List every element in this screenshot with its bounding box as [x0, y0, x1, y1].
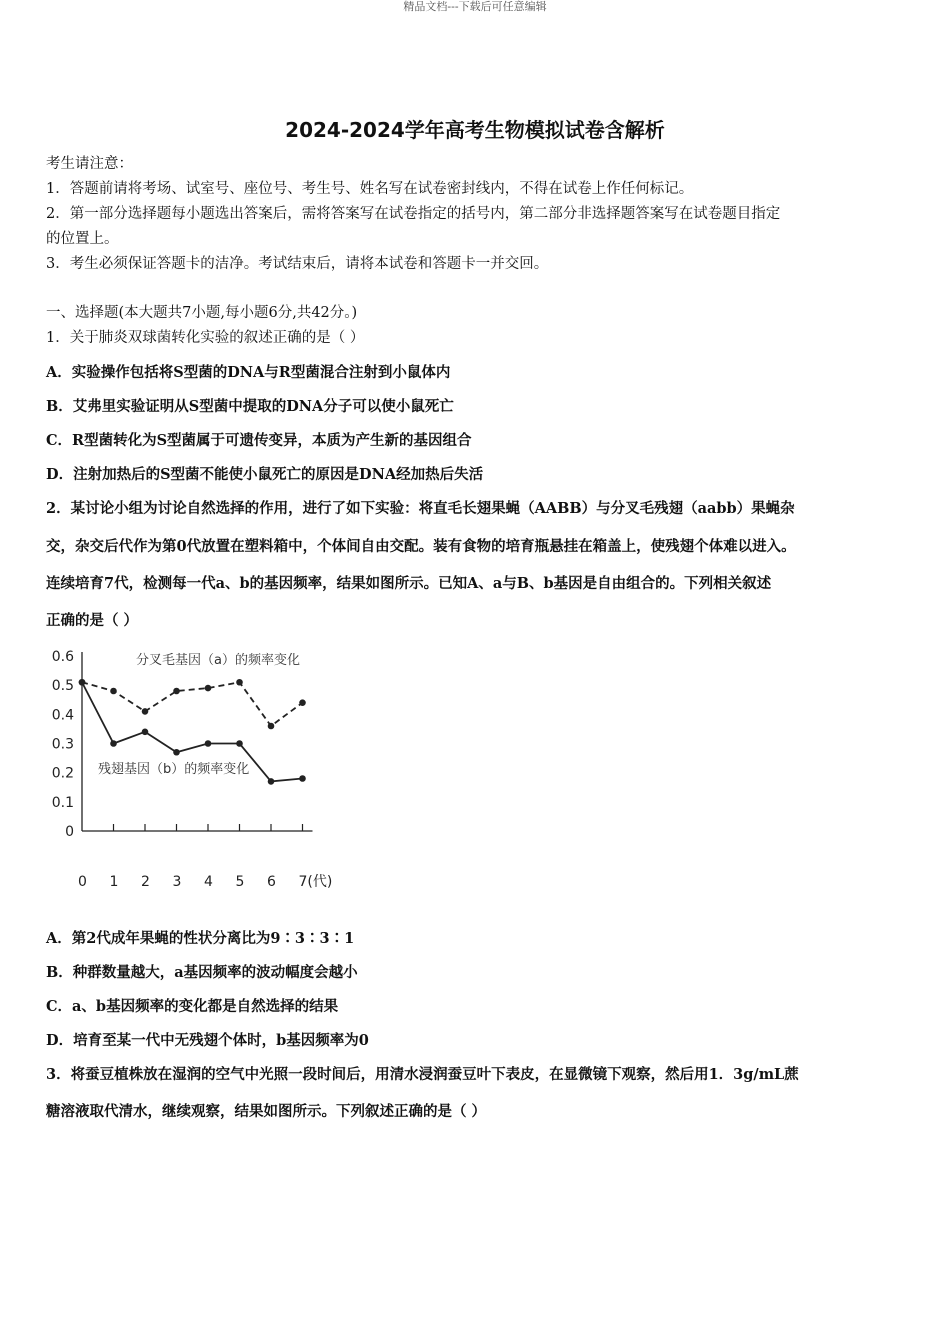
question-2-stem: 交，杂交后代作为第0代放置在塑料箱中，个体间自由交配。装有食物的培育瓶悬挂在箱盖上，使残翅个体难以进入。 — [46, 538, 796, 555]
x-tick-label: 4 — [204, 874, 213, 890]
gene-frequency-chart — [46, 642, 356, 892]
data-point — [268, 778, 275, 785]
data-point — [142, 729, 149, 736]
data-point — [299, 699, 306, 706]
data-point — [142, 708, 149, 715]
question-2-stem: 正确的是（ ） — [46, 612, 139, 629]
notice-item: 2．第一部分选择题每小题选出答案后，需将答案写在试卷指定的括号内，第二部分非选择题答案写在试卷题目指定 — [46, 206, 781, 222]
data-point — [110, 688, 117, 695]
legend-label-b: 残翅基因（b）的频率变化 — [98, 762, 250, 777]
data-point — [205, 685, 212, 692]
question-1-option-d: D．注射加热后的S型菌不能使小鼠死亡的原因是DNA经加热后失活 — [46, 466, 484, 483]
x-tick-label: 3 — [172, 874, 182, 890]
page-title: 2024-2024学年高考生物模拟试卷含解析 — [285, 118, 665, 142]
data-point — [236, 679, 243, 686]
data-point — [268, 723, 275, 730]
data-point — [236, 740, 243, 747]
data-point — [79, 679, 86, 686]
question-2-option-c: C．a、b基因频率的变化都是自然选择的结果 — [46, 998, 339, 1015]
question-2-option-b: B．种群数量越大，a基因频率的波动幅度会越小 — [46, 964, 358, 981]
data-point — [173, 749, 180, 756]
question-2-option-a: A．第2代成年果蝇的性状分离比为9∶3∶3∶1 — [46, 930, 355, 947]
x-tick-label: 5 — [235, 874, 245, 890]
notice-item: 3．考生必须保证答题卡的洁净。考试结束后，请将本试卷和答题卡一并交回。 — [46, 256, 549, 272]
x-tick-label: 1 — [109, 874, 119, 890]
x-tick-label: 0 — [78, 874, 87, 890]
y-tick-label: 0.5 — [51, 678, 74, 695]
data-point — [299, 775, 306, 782]
y-tick-label: 0 — [65, 824, 74, 840]
question-1-option-c: C．R型菌转化为S型菌属于可遗传变异，本质为产生新的基因组合 — [46, 432, 472, 449]
x-tick-label: 7(代) — [298, 874, 333, 890]
question-2-stem: 2．某讨论小组为讨论自然选择的作用，进行了如下实验：将直毛长翅果蝇（AABB）与分叉毛残翅（aabb）果蝇杂 — [46, 500, 795, 517]
page-header: 精品文档---下载后可任意编辑 — [403, 0, 547, 13]
question-3-stem: 3．将蚕豆植株放在湿润的空气中光照一段时间后，用清水浸润蚕豆叶下表皮，在显微镜下观察，然后用1．3g/mL蔗 — [46, 1066, 799, 1083]
question-1-option-a: A．实验操作包括将S型菌的DNA与R型菌混合注射到小鼠体内 — [46, 364, 451, 381]
question-2-option-d: D．培育至某一代中无残翅个体时，b基因频率为0 — [46, 1032, 369, 1049]
x-tick-label: 6 — [267, 874, 276, 890]
notice-heading: 考生请注意： — [46, 156, 133, 172]
question-1-option-b: B．艾弗里实验证明从S型菌中提取的DNA分子可以使小鼠死亡 — [46, 398, 454, 415]
question-3-stem: 糖溶液取代清水，继续观察，结果如图所示。下列叙述正确的是（ ） — [46, 1103, 487, 1120]
section-heading: 一、选择题(本大题共7小题,每小题6分,共42分。) — [46, 305, 358, 321]
legend-label-a: 分叉毛基因（a）的频率变化 — [136, 653, 300, 668]
y-tick-label: 0.1 — [51, 794, 74, 811]
y-tick-label: 0.4 — [51, 707, 74, 724]
notice-item: 1．答题前请将考场、试室号、座位号、考生号、姓名写在试卷密封线内，不得在试卷上作任何标记。 — [46, 181, 694, 197]
data-point — [110, 740, 117, 747]
question-2-stem: 连续培育7代，检测每一代a、b的基因频率，结果如图所示。已知A、a与B、b基因是自由组合的。下列相关叙述 — [46, 575, 772, 592]
y-tick-label: 0.6 — [51, 649, 74, 665]
question-1-stem: 1．关于肺炎双球菌转化实验的叙述正确的是（ ） — [46, 330, 365, 346]
y-tick-label: 0.3 — [51, 736, 74, 753]
y-tick-label: 0.2 — [51, 765, 74, 782]
data-point — [205, 740, 212, 747]
data-point — [173, 688, 180, 695]
notice-item: 的位置上。 — [46, 231, 119, 247]
x-tick-label: 2 — [141, 874, 150, 890]
